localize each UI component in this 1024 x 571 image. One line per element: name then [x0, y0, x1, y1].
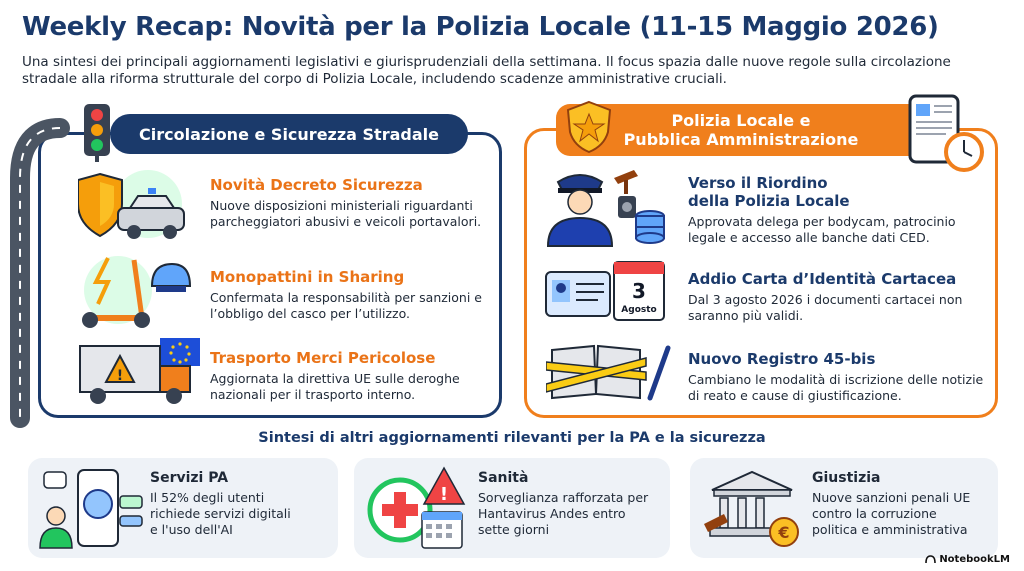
notebooklm-logo-icon	[925, 555, 936, 564]
item-title: Addio Carta d’Identità Cartacea	[688, 270, 957, 288]
svg-text:!: !	[439, 484, 449, 505]
id-card-calendar-icon	[544, 258, 668, 328]
card-body-line: Hantavirus Andes entro	[478, 506, 626, 521]
item-monopattini	[210, 268, 490, 322]
card-title: Giustizia	[812, 470, 881, 486]
section-heading: Sintesi di altri aggiornamenti rilevanti per la PA e la sicurezza	[258, 430, 766, 446]
item-title: Novità Decreto Sicurezza	[210, 176, 423, 194]
courthouse-gavel-icon	[702, 468, 802, 550]
card-title: Servizi PA	[150, 470, 229, 486]
calendar-month: Agosto	[621, 305, 657, 315]
road-icon	[10, 118, 70, 428]
calendar-day: 3	[632, 279, 646, 303]
truck-hazard-icon	[76, 336, 202, 408]
card-body-line: sette giorni	[478, 522, 550, 537]
item-body: Approvata delega per bodycam, patrocinio legale e accesso alle banche dati CED.	[688, 214, 956, 245]
book-crime-tape-icon	[546, 340, 672, 402]
brand-watermark	[925, 554, 1010, 565]
item-title: Monopattini in Sharing	[210, 268, 405, 286]
item-carta-identita	[688, 270, 988, 324]
item-title: Nuovo Registro 45-bis	[688, 350, 876, 368]
scooter-helmet-icon	[78, 252, 192, 330]
card-body-line: Sorveglianza rafforzata per	[478, 490, 649, 505]
traffic-light-icon	[80, 102, 114, 162]
page-title: Weekly Recap: Novità per la Polizia Locale (11-15 Maggio 2026)	[22, 12, 939, 42]
item-merci-pericolose	[210, 349, 490, 403]
panel-title-line-1: Polizia Locale e	[671, 111, 811, 130]
item-registro	[688, 350, 988, 404]
card-body	[150, 490, 330, 538]
svg-text:€: €	[778, 523, 790, 542]
page-subtitle: Una sintesi dei principali aggiornamenti legislativi e giurisprudenziali della settimana. Il focus spazia dalle nuove regole sulla circolazione stradale alla riforma strutturale del corpo di Polizia Locale, includendo scadenze amministrative cruciali.	[22, 54, 951, 87]
card-title: Sanità	[478, 470, 529, 486]
item-body: Confermata la responsabilità per sanzioni e l’obbligo del casco per l’utilizzo.	[210, 290, 482, 321]
item-title-line-2: della Polizia Locale	[688, 192, 850, 210]
panel-title-line-2: Pubblica Amministrazione	[623, 130, 859, 149]
card-body-line: politica e amministrativa	[812, 522, 968, 537]
card-body-line: Il 52% degli utenti	[150, 490, 265, 505]
police-officer-icon	[544, 166, 668, 248]
item-body: Nuove disposizioni ministeriali riguardanti parcheggiatori abusivi e veicoli portavalori.	[210, 198, 482, 229]
item-body: Cambiano le modalità di iscrizione delle notizie di reato e cause di giustificazione.	[688, 372, 984, 403]
item-title: Trasporto Merci Pericolose	[210, 349, 436, 367]
shield-car-icon	[78, 168, 192, 244]
brand-label: NotebookLM	[939, 554, 1010, 565]
card-giustizia	[690, 458, 998, 558]
card-body-line: Nuove sanzioni penali UE	[812, 490, 971, 505]
card-body-line: contro la corruzione	[812, 506, 937, 521]
card-body-line: richiede servizi digitali	[150, 506, 291, 521]
card-body	[812, 490, 992, 538]
item-title-line-1: Verso il Riordino	[688, 174, 828, 192]
item-body: Dal 3 agosto 2026 i documenti cartacei non saranno più validi.	[688, 292, 963, 323]
svg-text:!: !	[116, 368, 124, 384]
card-sanita	[354, 458, 670, 558]
panel-title-circolazione: Circolazione e Sicurezza Stradale	[110, 114, 468, 154]
item-body: Aggiornata la direttiva UE sulle deroghe nazionali per il trasporto interno.	[210, 371, 460, 402]
item-decreto-sicurezza	[210, 176, 490, 230]
card-body-line: e l'uso dell'AI	[150, 522, 233, 537]
card-servizi-pa	[28, 458, 338, 558]
tablet-clock-icon	[906, 94, 986, 176]
smartphone-brain-icon	[38, 468, 146, 550]
card-body	[478, 490, 664, 538]
item-riordino	[688, 174, 988, 246]
police-badge-icon	[566, 100, 612, 154]
health-cross-calendar-icon	[366, 466, 470, 552]
